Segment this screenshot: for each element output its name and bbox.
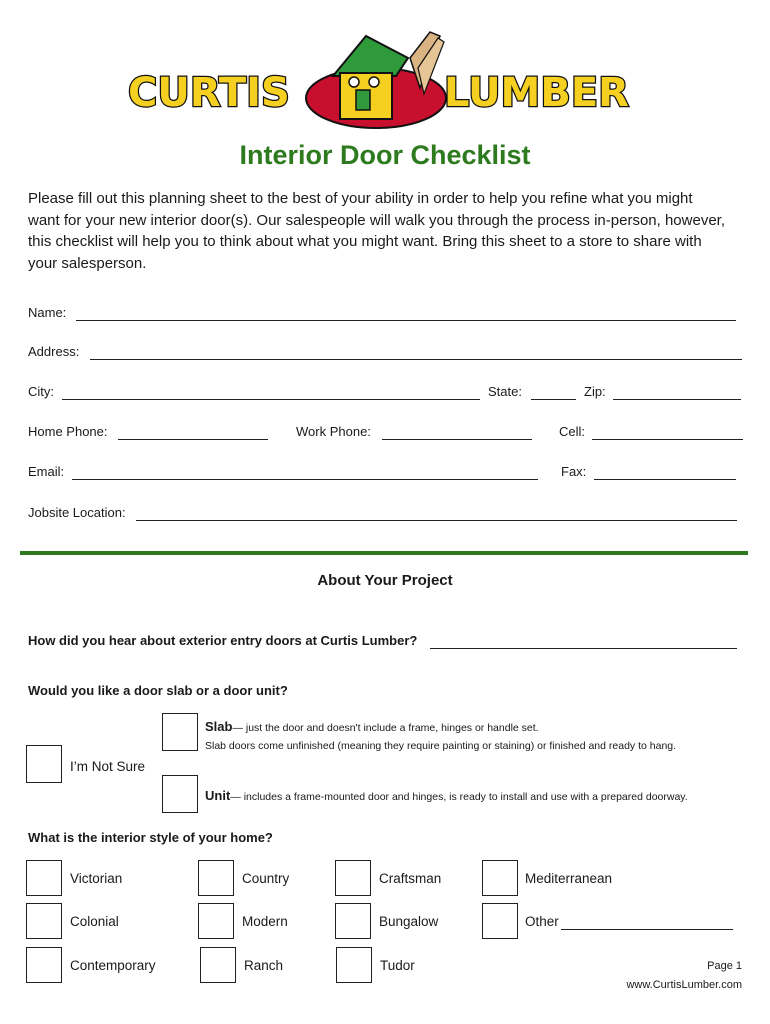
slab-or-unit-question: Would you like a door slab or a door unit? (28, 683, 288, 698)
victorian-checkbox[interactable] (26, 860, 62, 896)
work-phone-label: Work Phone: (296, 424, 371, 439)
state-field[interactable] (531, 399, 576, 400)
slab-desc-2: Slab doors come unfinished (meaning they require painting or staining) or finished and ready to hang. (205, 740, 677, 752)
not-sure-checkbox[interactable] (26, 745, 62, 783)
mediterranean-checkbox[interactable] (482, 860, 518, 896)
colonial-checkbox[interactable] (26, 903, 62, 939)
zip-field[interactable] (613, 399, 741, 400)
fax-label: Fax: (561, 464, 587, 479)
style-mediterranean: Mediterranean (525, 871, 613, 886)
other-style-field[interactable] (561, 929, 733, 930)
email-label: Email: (28, 464, 65, 479)
logo-word-right: LUMBER (444, 70, 629, 116)
style-victorian: Victorian (70, 871, 123, 886)
style-question: What is the interior style of your home? (28, 830, 273, 845)
other-checkbox[interactable] (482, 903, 518, 939)
section-divider (20, 551, 748, 555)
logo-word-left: CURTIS (128, 70, 290, 116)
country-checkbox[interactable] (198, 860, 234, 896)
unit-checkbox[interactable] (162, 775, 198, 813)
style-colonial: Colonial (70, 914, 119, 929)
style-other: Other (525, 914, 559, 929)
unit-desc: — includes a frame-mounted door and hinges, is ready to install and use with a prepared doorway. (230, 791, 688, 803)
zip-label: Zip: (584, 384, 606, 399)
section-title: About Your Project (317, 572, 453, 589)
page-number: Page 1 (707, 960, 742, 972)
home-phone-label: Home Phone: (28, 424, 108, 439)
modern-checkbox[interactable] (198, 903, 234, 939)
style-ranch: Ranch (244, 958, 284, 973)
style-craftsman: Craftsman (379, 871, 442, 886)
fax-field[interactable] (594, 479, 736, 480)
jobsite-label: Jobsite Location: (28, 505, 126, 520)
address-label: Address: (28, 344, 80, 359)
cell-field[interactable] (592, 439, 743, 440)
state-label: State: (488, 384, 522, 399)
referral-question: How did you hear about exterior entry doors at Curtis Lumber? (28, 633, 418, 648)
tudor-checkbox[interactable] (336, 947, 372, 983)
address-field[interactable] (90, 359, 742, 360)
jobsite-field[interactable] (136, 520, 737, 521)
home-phone-field[interactable] (118, 439, 268, 440)
curtis-lumber-logo (118, 28, 648, 133)
style-contemporary: Contemporary (70, 958, 156, 973)
style-country: Country (242, 871, 290, 886)
referral-field[interactable] (430, 648, 737, 649)
name-field[interactable] (76, 320, 736, 321)
unit-label: Unit (205, 788, 231, 803)
cell-label: Cell: (559, 424, 586, 439)
slab-checkbox[interactable] (162, 713, 198, 751)
footer-url[interactable]: www.CurtisLumber.com (626, 979, 742, 991)
unit-option (205, 787, 688, 805)
slab-desc: — just the door and doesn't include a frame, hinges or handle set. (232, 722, 539, 734)
city-label: City: (28, 384, 54, 399)
not-sure-label: I’m Not Sure (70, 759, 146, 774)
page-title: Interior Door Checklist (239, 140, 531, 170)
name-label: Name: (28, 305, 67, 320)
slab-option (205, 718, 539, 736)
intro-paragraph: Please fill out this planning sheet to the best of your ability in order to help you refine what you might want for your new interior door(s). Our salespeople will walk you through the process in-person, however, this checklist will help you to think about what you might want. Bring this sheet to a store to share with your salesperson. (28, 190, 726, 272)
slab-label: Slab (205, 719, 233, 734)
style-bungalow: Bungalow (379, 914, 439, 929)
email-field[interactable] (72, 479, 538, 480)
city-field[interactable] (62, 399, 480, 400)
contemporary-checkbox[interactable] (26, 947, 62, 983)
work-phone-field[interactable] (382, 439, 532, 440)
style-modern: Modern (242, 914, 288, 929)
ranch-checkbox[interactable] (200, 947, 236, 983)
craftsman-checkbox[interactable] (335, 860, 371, 896)
bungalow-checkbox[interactable] (335, 903, 371, 939)
style-tudor: Tudor (380, 958, 415, 973)
